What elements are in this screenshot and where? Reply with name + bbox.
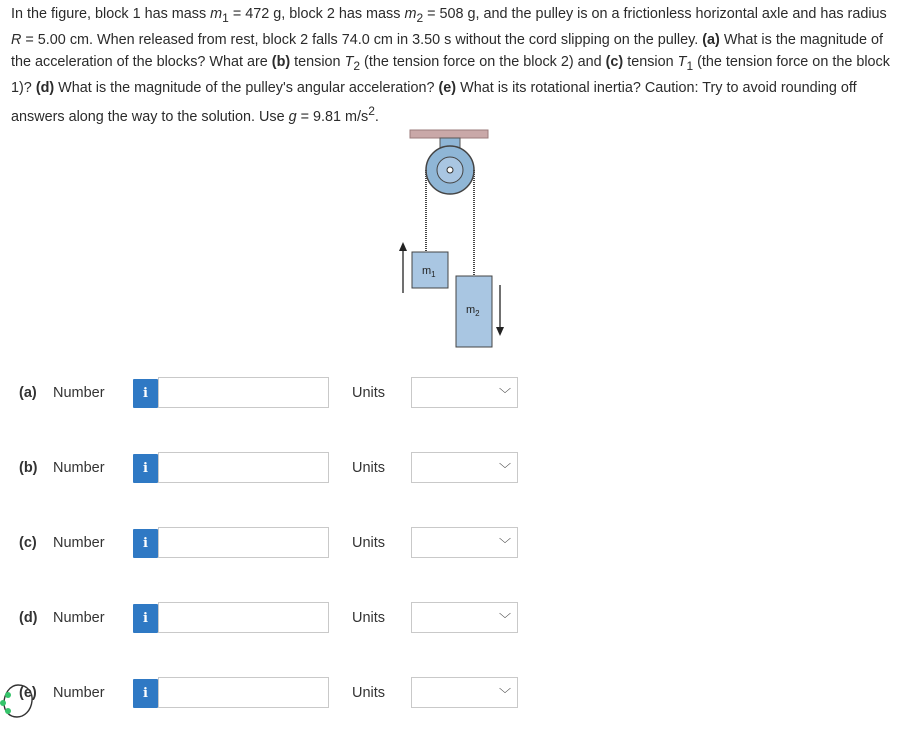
block-1-label: $m_1$	[422, 265, 436, 279]
units-select-b[interactable]	[411, 452, 518, 483]
badge-graphic	[0, 681, 34, 723]
answer-row-a	[0, 377, 907, 411]
chevron-down-icon: ﹀	[498, 537, 511, 551]
info-icon[interactable]: i	[133, 529, 158, 558]
assistant-badge-icon[interactable]	[0, 681, 34, 723]
number-label: Number	[53, 535, 105, 551]
part-letter: (a)	[19, 385, 37, 401]
answer-input-a[interactable]	[158, 377, 329, 408]
units-select-e[interactable]	[411, 677, 518, 708]
units-label: Units	[352, 610, 386, 626]
part-letter: (b)	[19, 460, 38, 476]
answer-row-e	[0, 677, 907, 711]
arrow-up-icon	[399, 242, 407, 251]
pulley-axle	[447, 167, 453, 173]
info-icon[interactable]: i	[133, 604, 158, 633]
chevron-down-icon: ﹀	[498, 612, 511, 626]
units-label: Units	[352, 535, 386, 551]
answer-row-c	[0, 527, 907, 561]
pulley-figure	[380, 125, 530, 355]
units-label: Units	[352, 685, 386, 701]
number-label: Number	[53, 685, 105, 701]
info-icon[interactable]: i	[133, 679, 158, 708]
info-icon[interactable]: i	[133, 454, 158, 483]
pulley-diagram	[380, 125, 530, 355]
answer-input-b[interactable]	[158, 452, 329, 483]
part-letter: (c)	[19, 535, 37, 551]
units-select-c[interactable]	[411, 527, 518, 558]
units-select-d[interactable]	[411, 602, 518, 633]
units-label: Units	[352, 460, 386, 476]
answer-input-c[interactable]	[158, 527, 329, 558]
number-label: Number	[53, 460, 105, 476]
number-label: Number	[53, 610, 105, 626]
question-text	[11, 3, 901, 128]
number-label: Number	[53, 385, 105, 401]
question-paragraph: In the figure, block 1 has mass $m_1 = 472$ g, block 2 has mass $m_2 = 508$ g, and the pulley is on a frictionless horizontal axle and has radius R = 5.00 cm. When released from rest, block 2 falls 74.0 cm in 3.50 s without the cord slipping on the pulley. (a) What is the magnitude of the acceleration of the blocks? What are (b) tension $T_2$ (the tension force on the block 2) and (c) tension $T_1$ (the tension force on the block 1)? (d) What is the magnitude of the pulley's angular acceleration? (e) What is its rotational inertia? Caution: Try to avoid rounding off answers along the way to the solution. Use g = 9.81 $m/s^2$.	[11, 6, 890, 125]
answer-row-d	[0, 602, 907, 636]
arrow-down-icon	[496, 327, 504, 336]
units-select-a[interactable]	[411, 377, 518, 408]
units-label: Units	[352, 385, 386, 401]
ceiling	[410, 130, 488, 138]
chevron-down-icon: ﹀	[498, 462, 511, 476]
chevron-down-icon: ﹀	[498, 387, 511, 401]
chevron-down-icon: ﹀	[498, 687, 511, 701]
info-icon[interactable]: i	[133, 379, 158, 408]
block-2-label: $m_2$	[466, 304, 480, 318]
part-letter: (e)	[19, 685, 37, 701]
answer-row-b	[0, 452, 907, 486]
answer-input-e[interactable]	[158, 677, 329, 708]
part-letter: (d)	[19, 610, 38, 626]
answer-input-d[interactable]	[158, 602, 329, 633]
